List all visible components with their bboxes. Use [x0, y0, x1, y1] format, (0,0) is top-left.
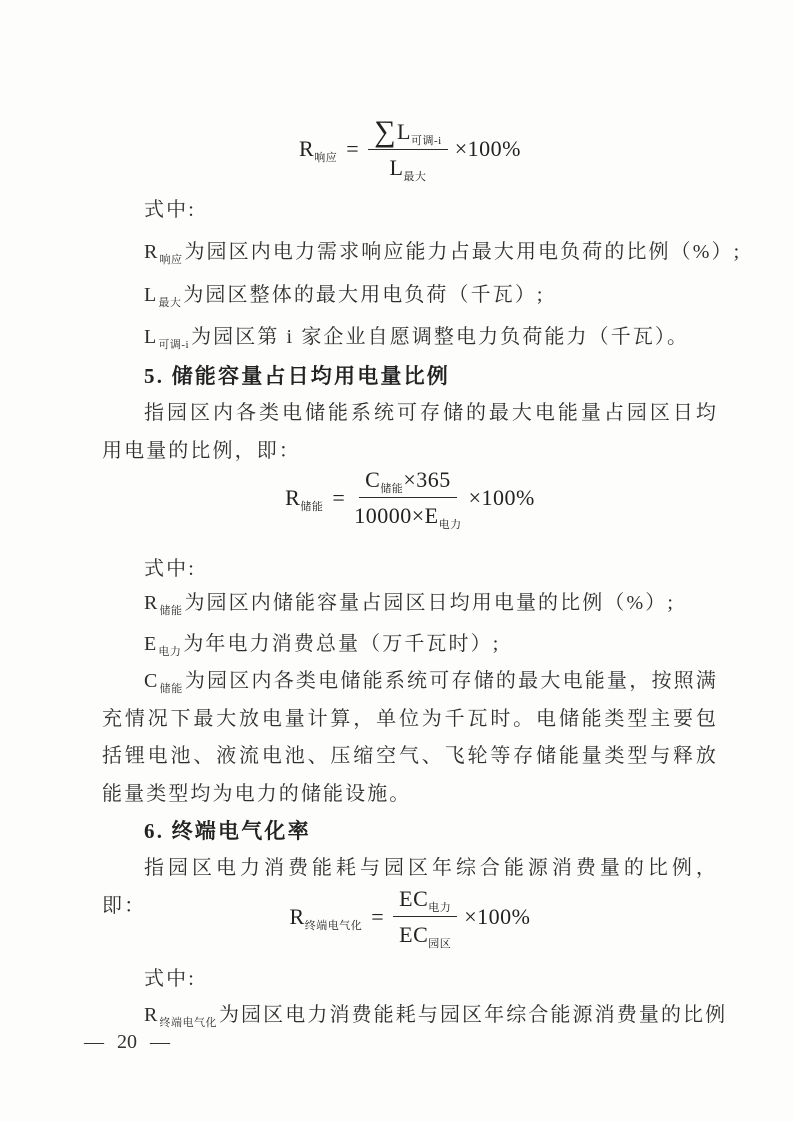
- symbol-subscript: 储能: [159, 683, 183, 695]
- page-number: 20: [117, 1031, 137, 1053]
- definition-item: [102, 585, 752, 623]
- symbol-base: R: [144, 1004, 160, 1026]
- denominator-subscript: 园区: [428, 938, 452, 951]
- denominator-subscript: 最大: [403, 171, 427, 184]
- footer-left-dash: —: [84, 1031, 104, 1053]
- section-heading-6: 6. 终端电气化率: [144, 819, 311, 843]
- symbol-subscript: 终端电气化: [159, 1017, 217, 1029]
- definition-item: [102, 997, 752, 1035]
- definition-item: [102, 663, 718, 813]
- symbol-base: L: [144, 284, 159, 306]
- equals-sign: =: [346, 135, 360, 161]
- where-label: 式中:: [144, 558, 196, 580]
- definition-text: 为园区电力消费能耗与园区年综合能源消费量的比例: [218, 1004, 728, 1026]
- definition-text: 为园区内各类电储能系统可存储的最大电能量，按照满充情况下最大放电量计算，单位为千瓦时。电储能类型主要包括锂电池、液流电池、压缩空气、飞轮等存储能量类型与释放能量类型均为电力的储能设施。: [102, 670, 719, 805]
- fraction: [354, 467, 462, 532]
- where-label: 式中:: [144, 968, 196, 990]
- fraction-denominator: $L_{最大}$: [389, 155, 427, 184]
- numerator-times-365: ×365: [403, 467, 451, 492]
- page-footer: [84, 1031, 170, 1054]
- denominator-subscript: 电力: [438, 519, 462, 532]
- symbol-subscript: 储能: [159, 605, 183, 617]
- section-heading-5: 5. 储能容量占日均用电量比例: [144, 364, 450, 388]
- symbol-base: R: [144, 241, 160, 263]
- definition-item: [102, 234, 752, 272]
- symbol-base: R: [144, 592, 160, 614]
- formula-lhs-subscript: 响应: [314, 151, 338, 164]
- definition-text: 为年电力消费总量（万千瓦时）;: [183, 633, 501, 655]
- formula-lhs-subscript: 终端电气化: [304, 920, 363, 933]
- numerator-subscript: 可调-i: [410, 135, 442, 147]
- equals-sign: =: [332, 485, 346, 511]
- fraction-numerator: $EC_{电力}$: [393, 886, 457, 917]
- formula-lhs: $R_{终端电气化}$: [289, 904, 363, 933]
- formula-lhs: $R_{储能}$: [285, 485, 324, 514]
- fraction-numerator: $C_{储能}\times 365$: [359, 467, 457, 498]
- times-100-percent: ×100%: [468, 485, 535, 511]
- fraction-denominator: $EC_{园区}$: [399, 922, 452, 951]
- fraction: [393, 886, 457, 951]
- definition-item: [102, 277, 752, 315]
- formula-demand-response: [102, 115, 718, 184]
- definition-text: 为园区整体的最大用电负荷（千瓦）;: [183, 284, 545, 306]
- formula-storage: [102, 467, 718, 532]
- formula-lhs: $R_{响应}$: [299, 135, 338, 164]
- formula-lhs-subscript: 储能: [300, 501, 324, 514]
- fraction-denominator: $10000\times E_{电力}$: [354, 503, 462, 532]
- fraction-numerator: $\sum L_{可调-i}$: [368, 116, 448, 150]
- equals-sign: =: [371, 904, 385, 930]
- symbol-base: L: [144, 326, 159, 348]
- definition-text: 为园区第 i 家企业自愿调整电力负荷能力（千瓦）。: [191, 326, 690, 348]
- symbol-base: C: [144, 670, 160, 692]
- times-100-percent: ×100%: [464, 904, 531, 930]
- definition-item: [102, 319, 752, 357]
- definition-item: [102, 626, 752, 664]
- symbol-subscript: 可调-i: [158, 339, 190, 351]
- symbol-subscript: 最大: [158, 297, 182, 309]
- footer-right-dash: —: [150, 1031, 170, 1053]
- section-5-intro: 指园区内各类电储能系统可存储的最大电能量占园区日均用电量的比例，即：: [102, 402, 718, 462]
- formula-electrification: [102, 886, 718, 951]
- denominator-prefix: 10000×: [354, 503, 425, 529]
- numerator-subscript: 电力: [428, 902, 452, 914]
- section-6-intro: 指园区电力消费能耗与园区年综合能源消费量的比例，即：: [102, 857, 718, 917]
- definition-text: 为园区内储能容量占园区日均用电量的比例（%）;: [184, 592, 675, 614]
- where-label: 式中:: [144, 199, 196, 221]
- symbol-subscript: 响应: [159, 254, 183, 266]
- definition-text: 为园区内电力需求响应能力占最大用电负荷的比例（%）;: [184, 241, 742, 263]
- times-100-percent: ×100%: [454, 135, 521, 161]
- fraction: [368, 115, 448, 184]
- numerator-subscript: 储能: [380, 483, 404, 495]
- symbol-subscript: 电力: [158, 646, 182, 658]
- symbol-base: E: [144, 633, 159, 655]
- sigma-symbol: ∑: [374, 115, 397, 148]
